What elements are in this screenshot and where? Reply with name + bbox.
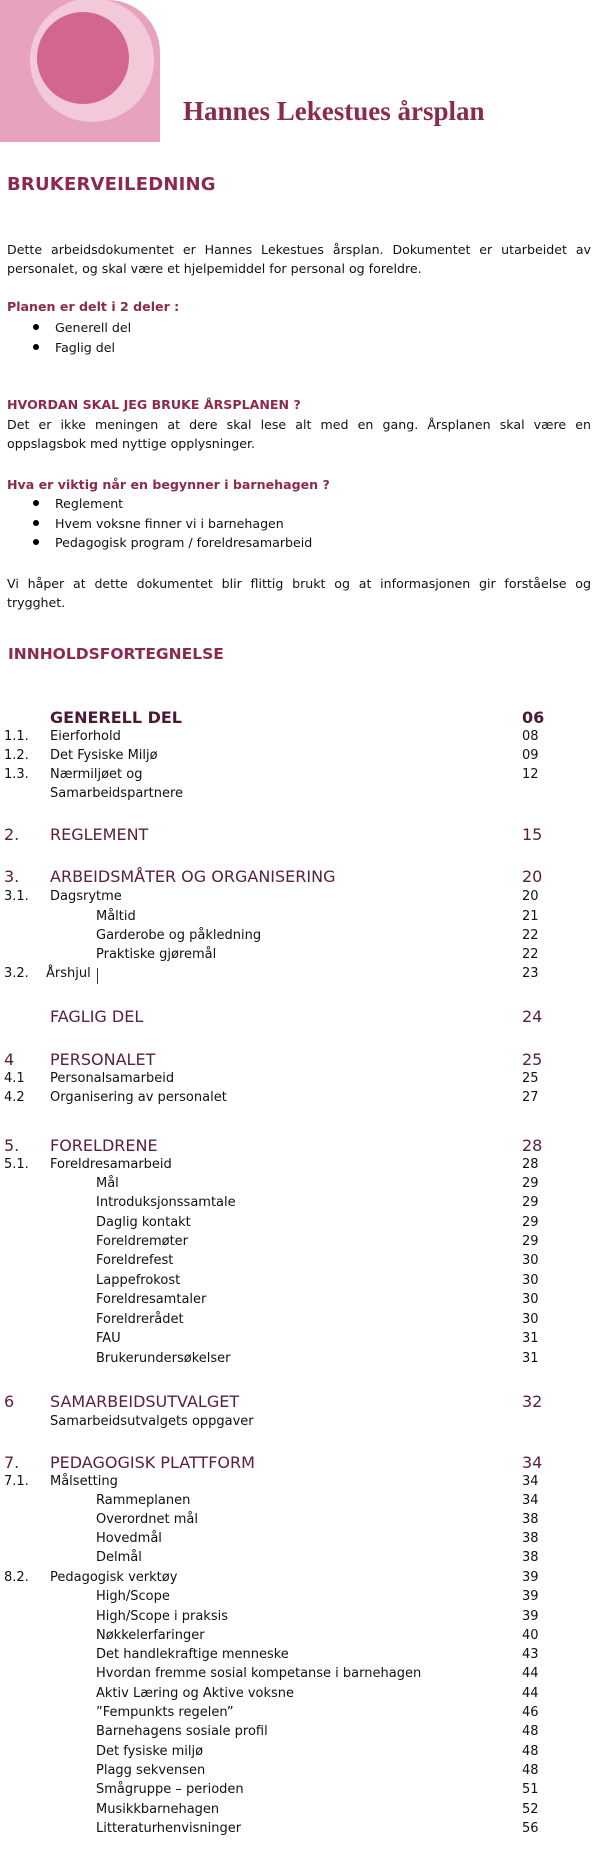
list-item: Reglement (30, 494, 312, 514)
toc-label: GENERELL DEL (50, 708, 182, 727)
toc-label: FORELDRENE (50, 1136, 158, 1155)
toc-page: 29 (522, 1234, 539, 1249)
toc-page: 27 (522, 1090, 539, 1105)
toc-page: 48 (522, 1763, 539, 1778)
toc-row (0, 1414, 603, 1434)
toc-label: Smågruppe – perioden (96, 1782, 244, 1797)
toc-number: 3.2. (4, 966, 29, 981)
toc-label: FAGLIG DEL (50, 1007, 144, 1026)
toc-label: PERSONALET (50, 1050, 156, 1069)
toc-row (0, 1351, 603, 1371)
intro-paragraph: Dette arbeidsdokumentet er Hannes Lekestues årsplan. Dokumentet er utarbeidet av personalet, og skal være et hjelpemiddel for personal og foreldre. (7, 242, 591, 276)
toc-page: 06 (522, 708, 545, 727)
toc-row (0, 1234, 603, 1254)
toc-row (0, 1647, 603, 1667)
toc-row (0, 1176, 603, 1196)
toc-row (0, 1763, 603, 1783)
toc-page: 30 (522, 1253, 539, 1268)
toc-page: 38 (522, 1550, 539, 1565)
toc-row (0, 1331, 603, 1351)
toc-label: Mål (96, 1176, 119, 1191)
toc-row (0, 1570, 603, 1590)
toc-number: 4.1 (4, 1071, 25, 1086)
toc-number: 5.1. (4, 1157, 29, 1172)
toc-row (0, 1782, 603, 1802)
toc-label: Eierforhold (50, 729, 121, 744)
toc-page: 48 (522, 1724, 539, 1739)
toc-row (0, 1802, 603, 1822)
toc-page: 30 (522, 1292, 539, 1307)
toc-page: 20 (522, 889, 539, 904)
toc-row (0, 1392, 603, 1412)
toc-label: Samarbeidspartnere (50, 786, 184, 801)
toc-label: Foreldresamarbeid (50, 1157, 172, 1172)
toc-label: Måltid (96, 909, 136, 924)
toc-page: 22 (522, 947, 539, 962)
toc-page: 30 (522, 1273, 539, 1288)
toc-row (0, 729, 603, 749)
list-item: Hvem voksne finner vi i barnehagen (30, 514, 312, 534)
text-cursor (97, 968, 98, 984)
howto-paragraph: Det er ikke meningen at dere skal lese alt med en gang. Årsplanen skal være en oppslagsbok med nyttige opplysninger. (7, 417, 591, 451)
toc-page: 23 (522, 966, 539, 981)
toc-page: 51 (522, 1782, 539, 1797)
toc-row (0, 1215, 603, 1235)
list-item: Faglig del (30, 338, 131, 358)
toc-label: Overordnet mål (96, 1512, 199, 1527)
list-item: Generell del (30, 318, 131, 338)
toc-label: Aktiv Læring og Aktive voksne (96, 1686, 295, 1701)
toc-page: 20 (522, 867, 543, 886)
toc-page: 22 (522, 928, 539, 943)
toc-label: ARBEIDSMÅTER OG ORGANISERING (50, 867, 336, 886)
toc-label: Praktiske gjøremål (96, 947, 217, 962)
toc-label: Plagg sekvensen (96, 1763, 206, 1778)
toc-row (0, 1195, 603, 1215)
toc-label: ”Fempunkts regelen” (96, 1705, 234, 1720)
toc-row (0, 1292, 603, 1312)
toc-page: 34 (522, 1474, 539, 1489)
toc-page: 32 (522, 1392, 543, 1411)
toc-label: Foreldrerådet (96, 1312, 184, 1327)
toc-row (0, 1821, 603, 1841)
toc-label: Brukerundersøkelser (96, 1351, 231, 1366)
toc-row (0, 1628, 603, 1648)
toc-number: 1.3. (4, 767, 29, 782)
toc-label: Garderobe og påkledning (96, 928, 262, 943)
toc-page: 21 (522, 909, 539, 924)
toc-row (0, 1136, 603, 1156)
toc-row (0, 1071, 603, 1091)
toc-row (0, 825, 603, 845)
toc-row (0, 1724, 603, 1744)
toc-label: Introduksjonssamtale (96, 1195, 236, 1210)
toc-row (0, 1666, 603, 1686)
toc-row (0, 1090, 603, 1110)
toc-label: Rammeplanen (96, 1493, 191, 1508)
toc-row (0, 1453, 603, 1473)
toc-label: Daglig kontakt (96, 1215, 191, 1230)
toc-number: 1.1. (4, 729, 29, 744)
toc-number: 7. (4, 1453, 20, 1472)
toc-label: Det Fysiske Miljø (50, 748, 158, 763)
toc-row (0, 1050, 603, 1070)
toc-label: High/Scope i praksis (96, 1609, 228, 1624)
toc-label: Det fysiske miljø (96, 1744, 204, 1759)
toc-label: Musikkbarnehagen (96, 1802, 220, 1817)
toc-label: Delmål (96, 1550, 142, 1565)
toc-page: 30 (522, 1312, 539, 1327)
toc-page: 39 (522, 1609, 539, 1624)
toc-row (0, 1157, 603, 1177)
toc-number: 5. (4, 1136, 20, 1155)
toc-row (0, 947, 603, 967)
toc-label: Barnehagens sosiale profil (96, 1724, 268, 1739)
toc-page: 12 (522, 767, 539, 782)
toc-number: 3. (4, 867, 20, 886)
toc-page: 28 (522, 1157, 539, 1172)
toc-page: 46 (522, 1705, 539, 1720)
toc-row (0, 1686, 603, 1706)
toc-row (0, 1705, 603, 1725)
toc-page: 31 (522, 1331, 539, 1346)
toc-row (0, 1007, 603, 1027)
toc-label: Personalsamarbeid (50, 1071, 175, 1086)
toc-label: Årshjul (46, 966, 91, 981)
toc-page: 56 (522, 1821, 539, 1836)
parts-heading: Planen er delt i 2 deler : (7, 299, 180, 314)
toc-row (0, 748, 603, 768)
toc-label: PEDAGOGISK PLATTFORM (50, 1453, 255, 1472)
toc-page: 38 (522, 1531, 539, 1546)
toc-page: 29 (522, 1195, 539, 1210)
toc-row (0, 1273, 603, 1293)
toc-number: 4.2 (4, 1090, 25, 1105)
toc-page: 25 (522, 1071, 539, 1086)
toc-label: Lappefrokost (96, 1273, 181, 1288)
toc-number: 7.1. (4, 1474, 29, 1489)
toc-page: 29 (522, 1215, 539, 1230)
toc-page: 29 (522, 1176, 539, 1191)
toc-row (0, 1744, 603, 1764)
toc-label: Foreldrefest (96, 1253, 174, 1268)
toc-label: Dagsrytme (50, 889, 122, 904)
toc-page: 15 (522, 825, 543, 844)
toc-label: Nøkkelerfaringer (96, 1628, 205, 1643)
toc-page: 34 (522, 1493, 539, 1508)
toc-page: 25 (522, 1050, 543, 1069)
toc-page: 08 (522, 729, 539, 744)
toc-page: 44 (522, 1666, 539, 1681)
toc-label: REGLEMENT (50, 825, 149, 844)
toc-label: FAU (96, 1331, 121, 1346)
toc-label: Organisering av personalet (50, 1090, 227, 1105)
toc-number: 1.2. (4, 748, 29, 763)
toc-label: Samarbeidsutvalgets oppgaver (50, 1414, 254, 1429)
toc-label: Hvordan fremme sosial kompetanse i barnehagen (96, 1666, 422, 1681)
toc-page: 38 (522, 1512, 539, 1527)
toc-row (0, 786, 603, 806)
toc-row (0, 1312, 603, 1332)
toc-number: 4 (4, 1050, 15, 1069)
toc-label: Foreldremøter (96, 1234, 189, 1249)
toc-row (0, 1609, 603, 1629)
toc-row (0, 767, 603, 787)
toc-row (0, 1493, 603, 1513)
toc-row (0, 889, 603, 909)
toc-label: Nærmiljøet og (50, 767, 143, 782)
toc-page: 52 (522, 1802, 539, 1817)
toc-page: 09 (522, 748, 539, 763)
toc-label: Pedagogisk verktøy (50, 1570, 178, 1585)
toc-page: 39 (522, 1589, 539, 1604)
toc-row (0, 1531, 603, 1551)
toc-label: High/Scope (96, 1589, 170, 1604)
list-item: Pedagogisk program / foreldresamarbeid (30, 533, 312, 553)
toc-page: 24 (522, 1007, 543, 1026)
toc-label: Det handlekraftige menneske (96, 1647, 289, 1662)
toc-number: 6 (4, 1392, 15, 1411)
toc-page: 39 (522, 1570, 539, 1585)
important-heading: Hva er viktig når en begynner i barnehagen ? (7, 477, 330, 492)
toc-row (0, 966, 603, 986)
toc-number: 2. (4, 825, 20, 844)
toc-page: 44 (522, 1686, 539, 1701)
toc-row (0, 1589, 603, 1609)
toc-label: SAMARBEIDSUTVALGET (50, 1392, 240, 1411)
howto-heading: HVORDAN SKAL JEG BRUKE ÅRSPLANEN ? (7, 397, 301, 412)
toc-label: Litteraturhenvisninger (96, 1821, 242, 1836)
toc-page: 43 (522, 1647, 539, 1662)
toc-row (0, 909, 603, 929)
toc-label: Hovedmål (96, 1531, 162, 1546)
toc-row (0, 1253, 603, 1273)
toc-row (0, 1474, 603, 1494)
toc-label: Foreldresamtaler (96, 1292, 207, 1307)
toc-number: 3.1. (4, 889, 29, 904)
toc-label: Målsetting (50, 1474, 118, 1489)
toc-heading: INNHOLDSFORTEGNELSE (8, 645, 224, 663)
toc-row (0, 1550, 603, 1570)
toc-page: 28 (522, 1136, 543, 1155)
toc-row (0, 928, 603, 948)
toc-row (0, 708, 603, 728)
user-guide-heading: BRUKERVEILEDNING (7, 174, 216, 195)
closing-paragraph: Vi håper at dette dokumentet blir flittig brukt og at informasjonen gir forståelse og trygghet. (7, 576, 591, 610)
toc-page: 40 (522, 1628, 539, 1643)
toc-page: 31 (522, 1351, 539, 1366)
toc-number: 8.2. (4, 1570, 29, 1585)
toc-row (0, 867, 603, 887)
document-title: Hannes Lekestues årsplan (183, 96, 485, 126)
toc-page: 48 (522, 1744, 539, 1759)
toc-page: 34 (522, 1453, 543, 1472)
toc-row (0, 1512, 603, 1532)
